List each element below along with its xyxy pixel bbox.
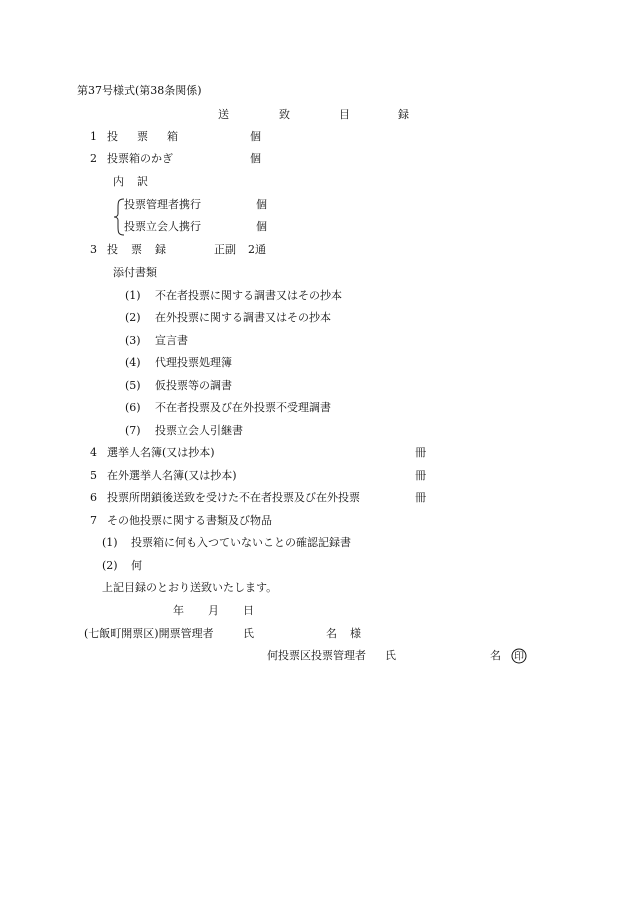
title-char-4: 録 (398, 108, 409, 121)
item-3-char-3: 録 (155, 243, 166, 256)
breakdown-char-1: 内 (113, 175, 124, 188)
seal-mark (511, 648, 527, 664)
seal-text: 印 (514, 651, 524, 663)
recipient-sama: 様 (350, 627, 361, 640)
attached-2-label: 在外投票に関する調書又はその抄本 (155, 311, 331, 324)
item-5-label: 在外選挙人名簿(又は抄本) (107, 469, 237, 482)
item-4-number: 4 (90, 446, 97, 459)
item-5-number: 5 (90, 469, 97, 482)
item-3-char-1: 投 (107, 243, 118, 256)
attached-7-number: (7) (125, 424, 141, 437)
breakdown-row-1-unit: 個 (256, 198, 267, 211)
attached-6-number: (6) (125, 401, 141, 414)
attached-1-number: (1) (125, 289, 141, 302)
item-7-sub-2-number: (2) (102, 559, 118, 572)
title-char-1: 送 (218, 108, 229, 121)
attached-5-number: (5) (125, 379, 141, 392)
item-7-label: その他投票に関する書類及び物品 (107, 514, 272, 527)
item-7-sub-1-label: 投票箱に何も入つていないことの確認記録書 (131, 536, 351, 549)
breakdown-char-2: 訳 (137, 175, 148, 188)
item-7-number: 7 (90, 514, 97, 527)
attached-heading: 添付書類 (113, 266, 157, 279)
title-char-2: 致 (279, 108, 290, 121)
sender-mei: 名 (490, 649, 501, 662)
item-4-label: 選挙人名簿(又は抄本) (107, 446, 215, 459)
sender-title: 何投票区投票管理者 (267, 649, 366, 662)
date-day: 日 (243, 604, 254, 617)
breakdown-row-2-label: 投票立会人携行 (124, 220, 201, 233)
attached-3-label: 宣言書 (155, 334, 188, 347)
item-1-char-2: 票 (137, 130, 148, 143)
item-5-unit: 冊 (415, 469, 426, 482)
item-6-number: 6 (90, 491, 97, 504)
form-label: 第37号様式(第38条関係) (77, 84, 202, 97)
attached-6-label: 不在者投票及び在外投票不受理調書 (155, 401, 331, 414)
item-3-char-2: 票 (131, 243, 142, 256)
item-7-sub-2-label: 何 (131, 559, 142, 572)
breakdown-row-2-unit: 個 (256, 220, 267, 233)
item-1-unit: 個 (250, 130, 261, 143)
item-6-unit: 冊 (415, 491, 426, 504)
attached-7-label: 投票立会人引継書 (155, 424, 243, 437)
item-1-char-1: 投 (107, 130, 118, 143)
attached-2-number: (2) (125, 311, 141, 324)
attached-3-number: (3) (125, 334, 141, 347)
item-2-unit: 個 (250, 152, 261, 165)
attached-4-number: (4) (125, 356, 141, 369)
breakdown-row-1-label: 投票管理者携行 (124, 198, 201, 211)
attached-4-label: 代理投票処理簿 (155, 356, 232, 369)
item-3-number: 3 (90, 243, 97, 256)
recipient-title: (七飯町開票区)開票管理者 (84, 627, 214, 640)
sender-shi: 氏 (385, 649, 396, 662)
item-1-char-3: 箱 (167, 130, 178, 143)
attached-5-label: 仮投票等の調書 (155, 379, 232, 392)
item-4-unit: 冊 (415, 446, 426, 459)
attached-1-label: 不在者投票に関する調書又はその抄本 (155, 289, 342, 302)
recipient-mei: 名 (326, 627, 337, 640)
closing-statement: 上記目録のとおり送致いたします。 (102, 581, 278, 594)
item-3-unit: 2通 (248, 243, 266, 256)
date-year: 年 (173, 604, 184, 617)
recipient-shi: 氏 (243, 627, 254, 640)
title-char-3: 目 (339, 108, 350, 121)
item-2-label: 投票箱のかぎ (107, 152, 173, 165)
item-2-number: 2 (90, 152, 97, 165)
item-6-label: 投票所閉鎖後送致を受けた不在者投票及び在外投票 (107, 491, 360, 504)
item-1-number: 1 (90, 130, 97, 143)
item-3-extra: 正副 (214, 243, 236, 256)
date-month: 月 (208, 604, 219, 617)
item-7-sub-1-number: (1) (102, 536, 118, 549)
